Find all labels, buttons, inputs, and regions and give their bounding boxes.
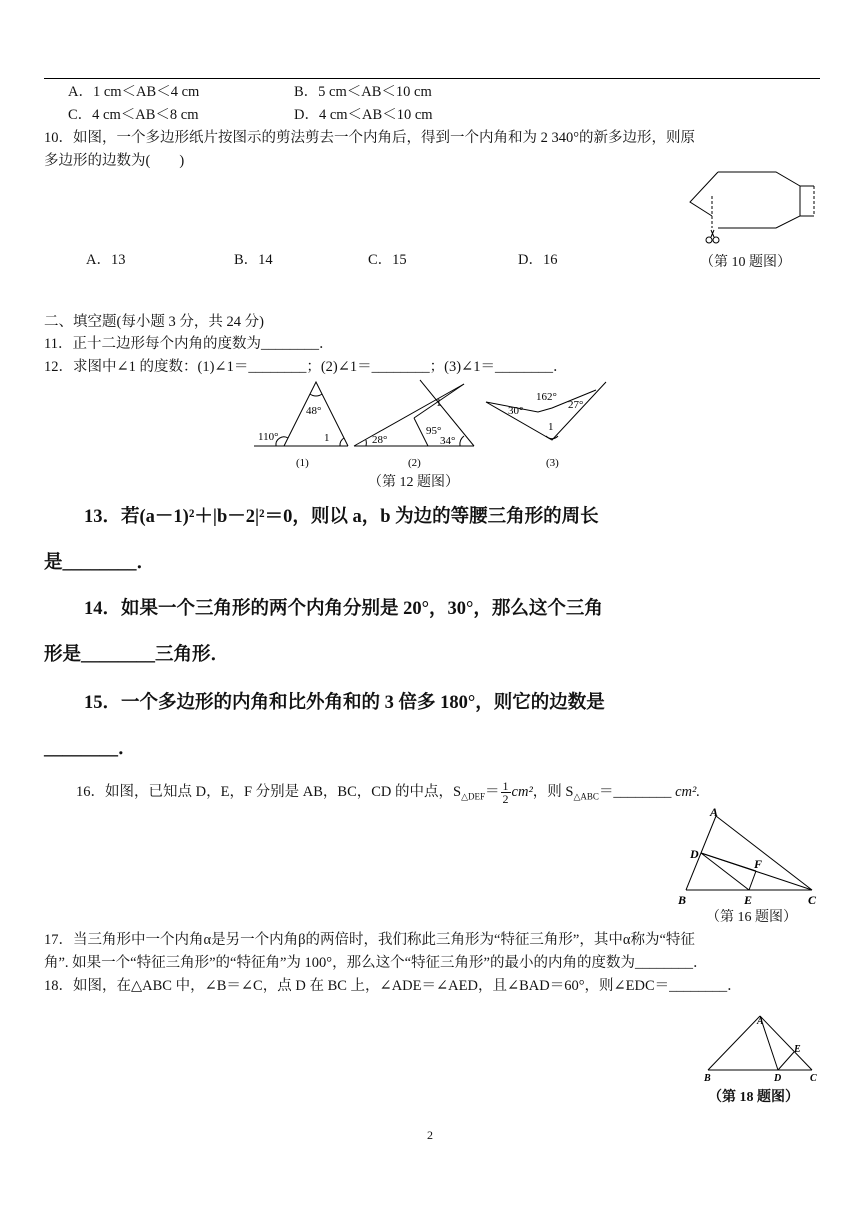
q10-line2: 多边形的边数为( )	[44, 153, 185, 169]
q15-line2: ________．	[44, 739, 137, 759]
q10-option-c: C．15	[368, 252, 407, 268]
q12-fig3-left-angle: 30°	[508, 405, 524, 417]
q12-fig2-angle-1: 1	[436, 397, 442, 409]
q12-fig3-right-angle: 27°	[568, 399, 584, 411]
q18-point-a: A	[757, 1016, 764, 1027]
q12-figure-3	[486, 382, 606, 469]
q12-figure-2	[354, 380, 474, 469]
q12-fig2-mid-angle: 95°	[426, 425, 442, 437]
q14-line2: 形是________三角形．	[44, 645, 230, 665]
q10-option-d: D．16	[518, 252, 558, 268]
q12-fig2-right-angle: 34°	[440, 435, 456, 447]
scissors-icon	[706, 230, 719, 243]
section-heading: 二、填空题(每小题 3 分，共 24 分)	[44, 314, 264, 330]
q12-caption: （第 12 题图）	[368, 475, 459, 490]
q12-fig2-label: (2)	[408, 457, 421, 469]
q12-fig3-angle-1: 1	[548, 421, 554, 433]
q12-fig1-outer-angle: 110°	[258, 431, 279, 443]
q18-figure	[700, 1010, 824, 1086]
q18-text: 18．如图，在△ABC 中，∠B＝∠C，点 D 在 BC 上，∠ADE＝∠AED，且∠BAD＝60°，则∠EDC＝________．	[44, 978, 742, 994]
page-number: 2	[427, 1128, 433, 1142]
q16-point-d: D	[690, 847, 699, 861]
q12-fig2-left-angle: 28°	[372, 434, 388, 446]
q16-caption: （第 16 题图）	[706, 910, 797, 925]
q10-line1: 10．如图，一个多边形纸片按图示的剪法剪去一个内角后，得到一个内角和为 2 340°的新多边形，则原	[44, 130, 696, 146]
q15-line1: 15．一个多边形的内角和比外角和的 3 倍多 180°，则它的边数是	[84, 693, 605, 713]
q10-figure	[682, 166, 822, 248]
q12-fig1-angle-1: 1	[324, 432, 330, 444]
q9-option-b: B．5 cm＜AB＜10 cm	[294, 84, 432, 100]
q16-point-b: B	[678, 893, 687, 907]
q9-option-a: A．1 cm＜AB＜4 cm	[68, 84, 200, 100]
q14-line1: 14．如果一个三角形的两个内角分别是 20°，30°，那么这个三角	[84, 599, 603, 619]
q10-caption: （第 10 题图）	[700, 255, 791, 270]
q16-point-e: E	[744, 893, 753, 907]
q12-text: 12．求图中∠1 的度数：(1)∠1＝________；(2)∠1＝________；(3)∠1＝________．	[44, 359, 568, 375]
q9-option-c: C．4 cm＜AB＜8 cm	[68, 107, 199, 123]
q10-option-a: A．13	[86, 252, 126, 268]
q18-caption: （第 18 题图）	[708, 1090, 799, 1105]
q16-point-f: F	[754, 857, 763, 871]
q16-figure	[672, 808, 822, 908]
q17-line2: 角”. 如果一个“特征三角形”的“特征角”为 100°，那么这个“特征三角形”的最小的内角的度数为________．	[44, 955, 708, 971]
header-rule	[44, 78, 820, 79]
q16-point-a: A	[710, 808, 719, 819]
q16-text: 16．如图，已知点 D，E，F 分别是 AB，BC，CD 的中点，$S_{\triangle DEF}=$ $\frac{1}{2}$ cm²，则 $S_{\triangle ABC}=\_\_\_\_\_\_\_\_$ cm².	[76, 779, 700, 806]
q12-fig1-top-angle: 48°	[306, 405, 322, 417]
q9-option-d: D．4 cm＜AB＜10 cm	[294, 107, 433, 123]
q13-line2: 是________．	[44, 553, 156, 573]
q12-fig3-label: (3)	[546, 457, 559, 469]
q12-figure-1	[254, 382, 348, 469]
q16-point-c: C	[808, 893, 817, 907]
q17-line1: 17．当三角形中一个内角α是另一个内角β的两倍时，我们称此三角形为“特征三角形”，其中α称为“特征	[44, 932, 695, 948]
q13-line1: 13．若(a－1)²＋|b－2|²＝0，则以 a，b 为边的等腰三角形的周长	[84, 507, 599, 527]
q11-text: 11．正十二边形每个内角的度数为________．	[44, 336, 334, 352]
q12-fig1-label: (1)	[296, 457, 309, 469]
q18-point-c: C	[810, 1073, 817, 1084]
q12-figures	[250, 378, 620, 470]
q10-option-b: B．14	[234, 252, 273, 268]
q18-point-e: E	[794, 1044, 801, 1055]
q18-point-d: D	[774, 1073, 782, 1084]
q12-fig3-top-angle: 162°	[536, 391, 557, 403]
q18-point-b: B	[704, 1073, 711, 1084]
